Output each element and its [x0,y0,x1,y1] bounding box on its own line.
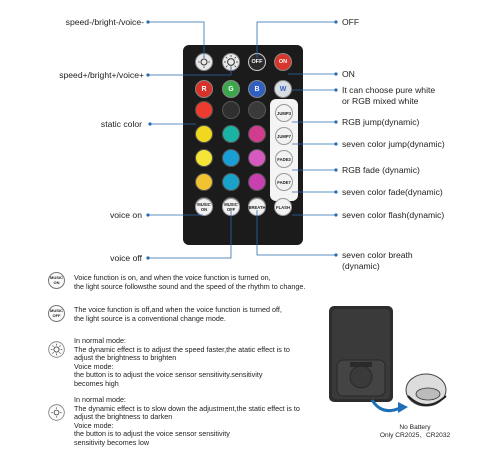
music-on-icon [48,272,65,289]
label-seven-breath-1: seven color breath [342,250,413,260]
callout-voice-off [148,210,231,258]
music-on-description [74,274,305,291]
red-button-label: R [201,85,207,93]
jump3-label: JUMP3 [277,110,291,116]
down-line-6: sensitivity becomes low [74,437,150,447]
down-line-3: adjust the brightness to darken [74,412,173,422]
label-voice-on: voice on [109,210,142,220]
battery-line-2: Only CR2025、CR2032 [379,432,451,439]
down-line-4: Voice mode: [74,420,114,430]
music-off-label: MUSIC OFF [224,202,238,212]
music-on-icon-label: MUSIC ON [50,275,63,285]
music-off-icon [48,305,65,322]
label-pure-white-1: It can choose pure white [342,85,436,95]
up-line-4: Voice mode: [74,361,114,371]
label-rgb-fade: RGB fade (dynamic) [342,165,420,175]
brightness-down-description [74,396,300,448]
music-on-line-2: the light source followsthe sound and the speed of the rhythm to change. [74,281,306,291]
jump7-label: JUMP7 [277,133,291,139]
label-on: ON [342,69,355,79]
label-off: OFF [342,17,360,27]
callout-speed-up [148,66,231,75]
label-speed-down: speed-/bright-/voice- [65,17,144,27]
brightness-up-icon [48,341,65,358]
music-off-line-2: the light source is a conventional change mode. [74,313,226,323]
up-line-2: The dynamic effect is to adjust the speed faster,the atatic effect is to [74,344,290,354]
battery-line-1: No Battery [399,424,431,431]
breath-label: BREATH [248,204,266,210]
music-on-line-1: Voice function is on, and when the voice function is turned on, [74,273,271,282]
down-line-1: In normal mode: [74,395,126,404]
label-seven-breath-2: (dynamic) [342,261,380,271]
brightness-down-icon [48,404,65,421]
brightness-up-description [74,337,290,389]
up-line-3: adjust the brightness to brighten [74,353,177,363]
fade7-label: FADE7 [277,179,291,185]
label-seven-jump: seven color jump(dynamic) [342,139,445,149]
label-rgb-jump: RGB jump(dynamic) [342,117,420,127]
label-seven-flash: seven color flash(dynamic) [342,210,445,220]
up-line-1: In normal mode: [74,336,126,345]
label-pure-white-2: or RGB mixed white [342,96,419,106]
music-off-description [74,306,282,323]
down-line-2: The dynamic effect is to slow down the adjustment,the static effect is to [74,403,300,413]
callout-breath [257,210,336,255]
on-button-label: ON [278,59,288,65]
down-line-5: the button is to adjust the voice sensor sensitivity [74,429,230,439]
label-seven-fade: seven color fade(dynamic) [342,187,443,197]
battery-note [374,424,456,440]
label-voice-off: voice off [110,253,142,263]
off-button-label: OFF [251,59,263,65]
fade3-label: FADE3 [277,156,291,162]
green-button-label: G [228,85,234,93]
music-off-line-1: The voice function is off,and when the voice function is turned off, [74,305,282,314]
blue-button-label: B [254,85,260,93]
callout-off [257,22,336,58]
music-off-icon-label: MUSIC OFF [50,308,63,318]
callout-speed-down [148,22,204,58]
music-on-label: MUSIC ON [197,202,211,212]
label-static-color: static color [100,119,142,129]
label-speed-up: speed+/bright+/voice+ [59,70,144,80]
white-button-label: W [279,85,287,93]
up-line-6: becomes high [74,378,119,388]
up-line-5: the button is to adjust the voice sensor sensitivity.sensitivity [74,370,263,380]
arrow-icon [398,402,408,413]
flash-label: FLASH [276,204,290,210]
remote-back-illustration [320,300,470,425]
